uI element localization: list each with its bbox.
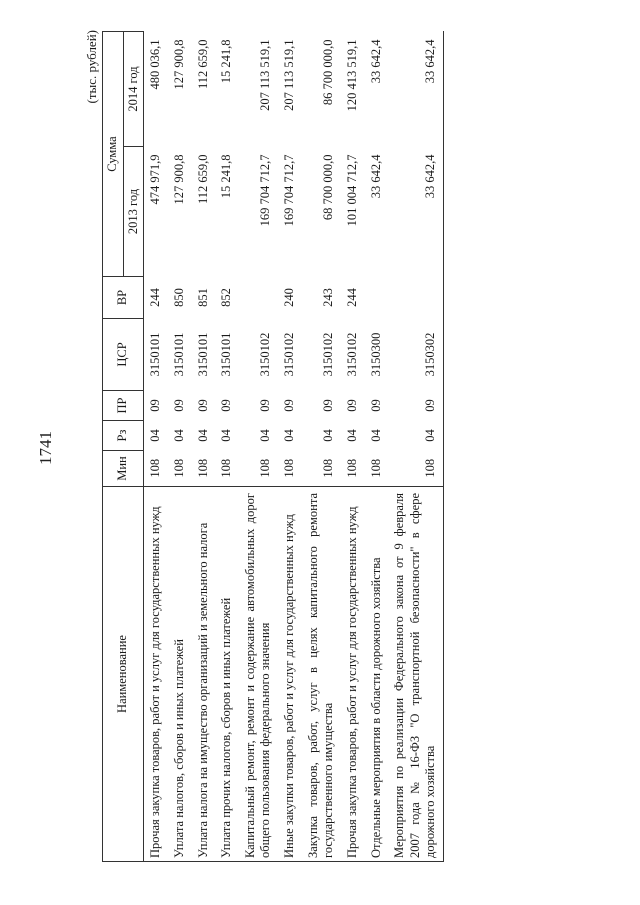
row-pr: 09: [219, 399, 234, 412]
header-name: Наименование: [103, 487, 144, 862]
table-row: [302, 32, 341, 862]
row-rz: 04: [171, 429, 186, 442]
row-2013: 169 704 712,7: [258, 154, 273, 227]
row-2014: 15 241,8: [219, 39, 234, 84]
row-2013: 101 004 712,7: [344, 154, 359, 227]
row-2014: 127 900,8: [171, 39, 186, 90]
header-csr: ЦСР: [103, 319, 144, 391]
units-note: (тыс. рублей): [84, 30, 99, 104]
row-vr: 244: [148, 288, 163, 307]
table-row: [192, 32, 216, 862]
row-pr: 09: [195, 399, 210, 412]
row-csr: 3150102: [344, 332, 359, 377]
row-rz: 04: [195, 429, 210, 442]
header-rz: Рз: [103, 421, 144, 451]
row-2013: 68 700 000,0: [321, 154, 336, 221]
row-min: 108: [148, 458, 163, 478]
row-pr: 09: [258, 399, 273, 412]
table-row: [341, 32, 365, 862]
table-row: [239, 32, 278, 862]
row-pr: 09: [282, 399, 296, 412]
header-sum: Сумма: [103, 32, 124, 277]
row-rz: 04: [219, 429, 234, 442]
row-2013: 15 241,8: [219, 154, 234, 199]
row-rz: 04: [258, 429, 273, 442]
row-pr: 09: [148, 399, 163, 412]
row-name: Отдельные мероприятия в области дорожного хозяйства: [365, 487, 389, 862]
row-name: Уплата прочих налогов, сборов и иных платежей: [215, 487, 239, 862]
row-name: Капитальный ремонт, ремонт и содержание автомобильных дорог общего пользования федерального значения: [239, 487, 278, 862]
row-pr: 09: [171, 399, 186, 412]
row-csr: 3150300: [368, 332, 383, 377]
row-vr: 244: [344, 288, 359, 307]
row-name: Прочая закупка товаров, работ и услуг для государственных нужд: [144, 487, 168, 862]
row-2014: 120 413 519,1: [344, 39, 359, 112]
table-row: [144, 32, 168, 862]
header-2014: 2014 год: [123, 32, 144, 147]
row-vr: 851: [195, 288, 210, 307]
row-name: Уплата налога на имущество организаций и земельного налога: [192, 487, 216, 862]
row-2014: 480 036,1: [148, 39, 163, 90]
row-vr: [388, 277, 443, 319]
row-2014: 86 700 000,0: [321, 39, 336, 106]
row-csr: 3150302: [388, 319, 443, 391]
row-csr: 3150101: [171, 332, 186, 377]
rotated-page-content: [84, 22, 614, 862]
row-2014: 207 113 519,1: [258, 39, 273, 111]
row-2013: 474 971,9: [148, 154, 163, 205]
row-2014: 207 113 519,1: [282, 39, 296, 111]
row-vr: 240: [282, 288, 296, 307]
row-vr: 852: [219, 288, 234, 307]
header-2013: 2013 год: [123, 147, 144, 277]
page-number: 1741: [36, 431, 55, 465]
row-min: 108: [388, 451, 443, 487]
row-vr: 850: [171, 288, 186, 307]
header-vr: ВР: [103, 277, 144, 319]
table-row: [215, 32, 239, 862]
row-min: 108: [195, 458, 210, 478]
row-csr: 3150101: [195, 332, 210, 377]
row-min: 108: [258, 458, 273, 478]
row-min: 108: [368, 458, 383, 478]
row-min: 108: [321, 458, 336, 478]
row-2013: 33 642,4: [368, 154, 383, 199]
row-csr: 3150102: [258, 332, 273, 377]
row-2014: 112 659,0: [195, 39, 210, 90]
row-name: Закупка товаров, работ, услуг в целях капитального ремонта государственного имущества: [302, 487, 341, 862]
row-rz: 04: [368, 429, 383, 442]
row-2013: 169 704 712,7: [282, 154, 296, 227]
table-row: [388, 32, 443, 862]
table-row: [168, 32, 192, 862]
row-vr: [239, 277, 278, 319]
row-name: Иные закупки товаров, работ и услуг для государственных нужд: [278, 487, 302, 862]
row-vr: 243: [321, 288, 336, 307]
row-csr: 3150102: [321, 332, 336, 377]
row-rz: 04: [344, 429, 359, 442]
row-csr: 3150101: [148, 332, 163, 377]
row-pr: 09: [344, 399, 359, 412]
header-row: [103, 32, 124, 862]
row-2014: 33 642,4: [368, 39, 383, 84]
row-pr: 09: [388, 391, 443, 421]
row-vr: [365, 277, 389, 319]
row-rz: 04: [282, 429, 296, 442]
row-2013: 127 900,8: [171, 154, 186, 205]
row-min: 108: [219, 458, 234, 478]
row-rz: 04: [388, 421, 443, 451]
row-min: 108: [171, 458, 186, 478]
row-min: 108: [344, 458, 359, 478]
row-name: Уплата налогов, сборов и иных платежей: [168, 487, 192, 862]
header-pr: ПР: [103, 391, 144, 421]
row-name: Прочая закупка товаров, работ и услуг для государственных нужд: [341, 487, 365, 862]
row-name: Мероприятия по реализации Федерального закона от 9 февраля 2007 года № 16-ФЗ "О транспортной безопасности" в сфере дорожного хозяйства: [388, 487, 443, 862]
table-row: [278, 32, 302, 862]
row-2013: 112 659,0: [195, 154, 210, 205]
row-csr: 3150102: [282, 332, 296, 377]
table-row: [365, 32, 389, 862]
row-csr: 3150101: [219, 332, 234, 377]
row-rz: 04: [321, 429, 336, 442]
row-min: 108: [282, 458, 296, 478]
row-pr: 09: [321, 399, 336, 412]
row-2013: 33 642,4: [388, 147, 443, 277]
row-pr: 09: [368, 399, 383, 412]
row-rz: 04: [148, 429, 163, 442]
budget-table: [102, 31, 444, 862]
header-min: Мин: [103, 451, 144, 487]
row-2014: 33 642,4: [388, 32, 443, 147]
